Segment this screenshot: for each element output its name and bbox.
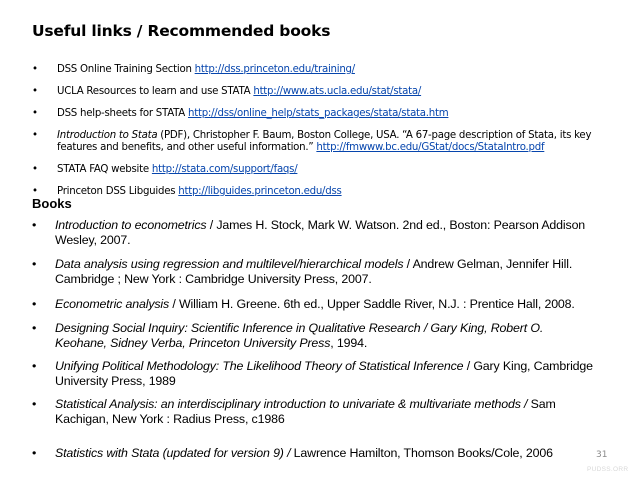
bullet: • [32,359,37,373]
bullet: • [32,297,37,311]
list-item [32,130,632,154]
book-title: Designing Social Inquiry: Scientific Inference in Qualitative Research / Gary King, Robert O. [55,321,544,335]
bullet: • [32,446,37,460]
book-item [32,321,632,351]
link-description: STATA FAQ website [57,164,152,175]
link-ucla-stata[interactable]: http://www.ats.ucla.edu/stat/stata/ [253,86,422,97]
bullet: • [32,64,38,75]
book-item [32,446,632,461]
bullet: • [32,186,38,197]
book-title: Econometric analysis [55,297,170,311]
link-dss-training[interactable]: http://dss.princeton.edu/training/ [194,64,355,75]
link-description: Princeton DSS Libguides [57,186,179,197]
book-details-cont: , 1994. [330,336,368,350]
book-details: / William H. Greene. 6th ed., Upper Saddle River, N.J. : Prentice Hall, 2008. [169,297,575,311]
book-details-cont: University Press, 1989 [55,374,176,388]
book-details-cont: Cambridge ; New York : Cambridge University Press, 2007. [55,272,372,286]
book-title: Statistical Analysis: an interdisciplinary introduction to univariate & multivariate methods / [55,397,531,411]
bullet: • [32,164,38,175]
bullet: • [32,130,38,141]
watermark: PUDSS.ORR [587,466,629,473]
book-item [32,297,632,312]
link-stata-faq[interactable]: http://stata.com/support/faqs/ [151,164,298,175]
bullet: • [32,397,37,411]
link-stata-intro-pdf[interactable]: http://fmwww.bc.edu/GStat/docs/StataIntro.pdf [316,142,545,153]
link-description: DSS help-sheets for STATA [57,108,189,119]
link-description: UCLA Resources to learn and use STATA [57,86,254,97]
bullet: • [32,86,38,97]
books-heading: Books [32,196,72,211]
book-item [32,359,632,389]
bullet: • [32,321,37,335]
book-title: Introduction to econometrics [55,218,207,232]
book-title: Statistics with Stata (updated for version 9) / [55,446,294,460]
bullet: • [32,108,38,119]
link-libguides[interactable]: http://libguides.princeton.edu/dss [178,186,342,197]
book-details-cont: Kachigan, New York : Radius Press, c1986 [55,412,285,426]
book-details: / Andrew Gelman, Jennifer Hill. [403,257,573,271]
link-description: DSS Online Training Section [57,64,195,75]
book-authors: Keohane, Sidney Verba, Princeton University Press [55,336,331,350]
books-list [32,218,632,461]
links-list [32,64,632,208]
slide-title: Useful links / Recommended books [32,22,331,40]
book-details: / James H. Stock, Mark W. Watson. 2nd ed., Boston: Pearson Addison [206,218,586,232]
bullet: • [32,218,37,232]
book-details-cont: Wesley, 2007. [55,233,131,247]
doc-description: (PDF), Christopher F. Baum, Boston College, USA. “A 67-page description of Stata, its key [157,130,592,141]
doc-title: Introduction to Stata [57,130,158,141]
book-item [32,257,632,287]
book-item [32,397,632,427]
bullet: • [32,257,37,271]
book-item [32,218,632,248]
list-item [32,64,632,76]
list-item [32,86,632,98]
book-details: Lawrence Hamilton, Thomson Books/Cole, 2006 [293,446,553,460]
book-title: Data analysis using regression and multilevel/hierarchical models [55,257,404,271]
book-details: Sam [530,397,556,411]
list-item [32,186,632,198]
doc-description-cont: features and benefits, and other useful information.” [57,142,317,153]
book-title: Unifying Political Methodology: The Likelihood Theory of Statistical Inference [55,359,464,373]
link-dss-helpsheets[interactable]: http://dss/online_help/stats_packages/stata/stata.htm [188,108,449,119]
page-number: 31 [596,450,608,460]
list-item [32,108,632,120]
book-details: / Gary King, Cambridge [463,359,593,373]
list-item [32,164,632,176]
